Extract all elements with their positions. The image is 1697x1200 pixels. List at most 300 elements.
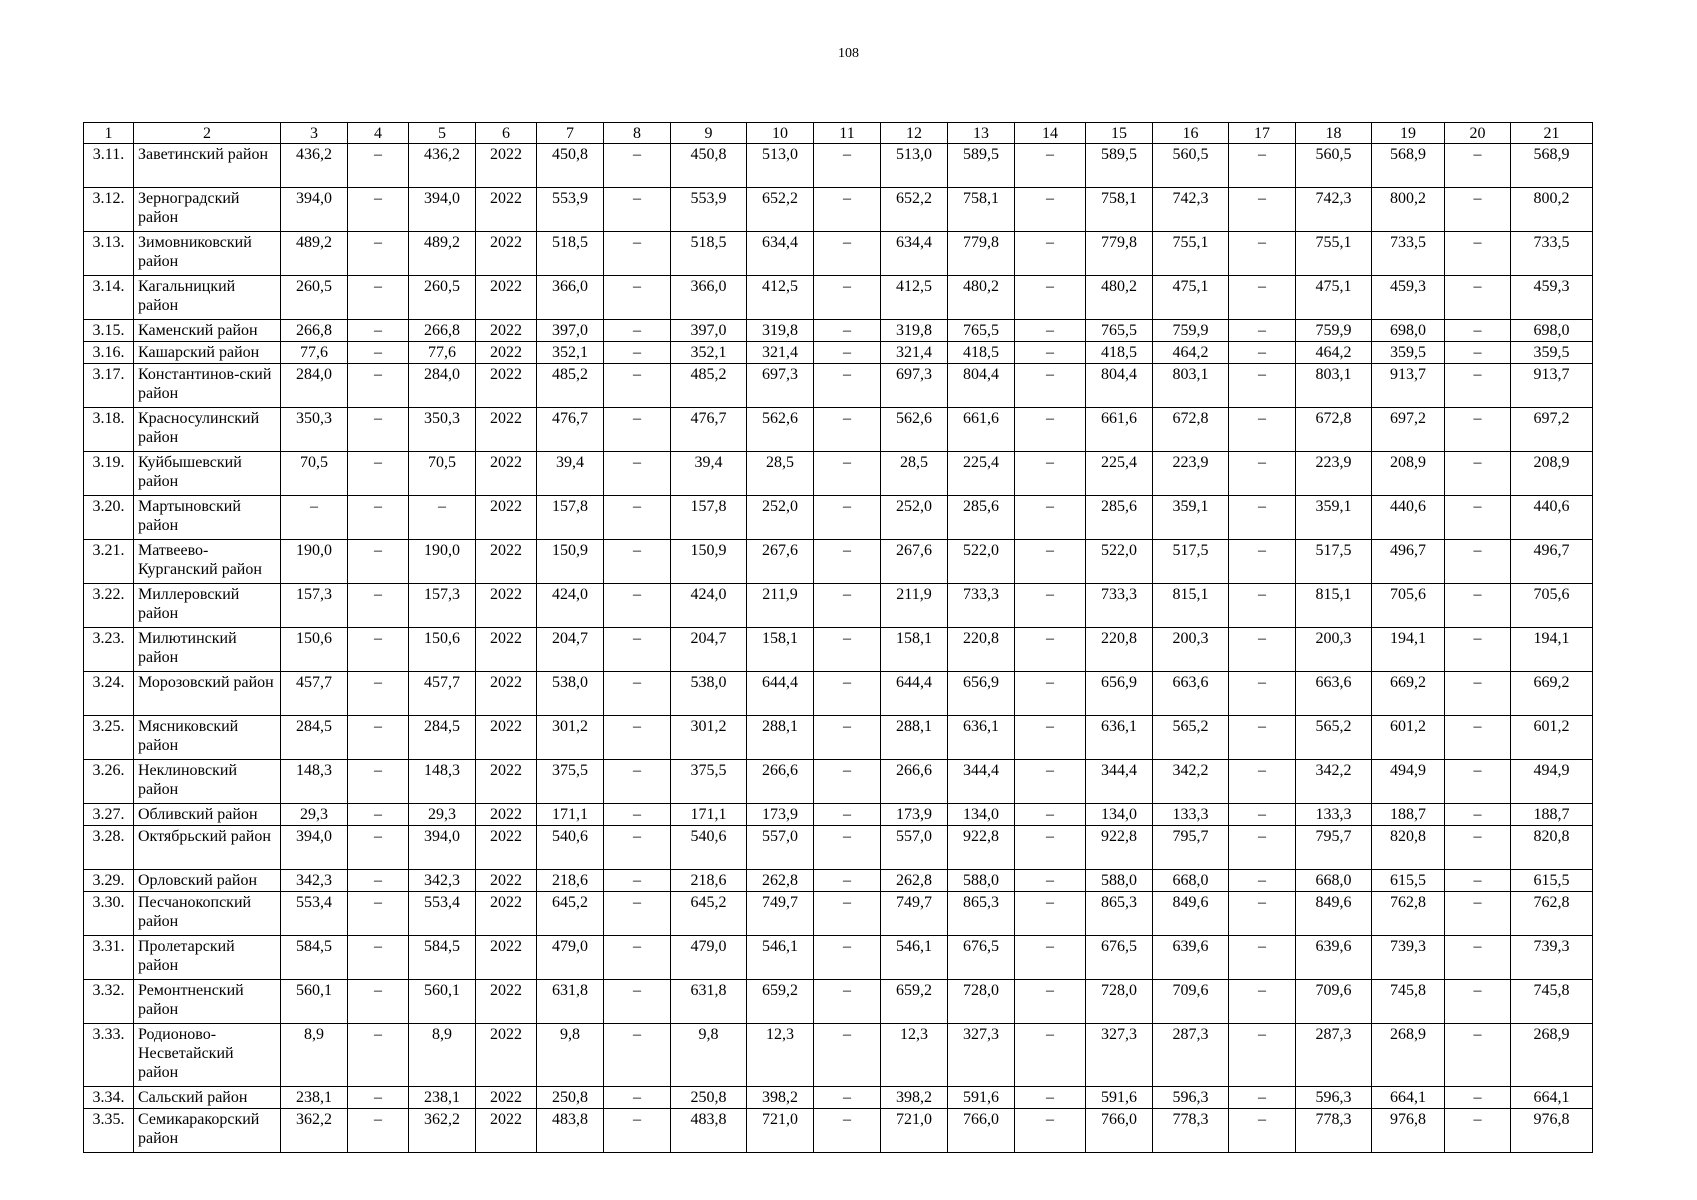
- page-number: 108: [838, 46, 859, 61]
- header-cell-col-12: 12: [881, 123, 948, 144]
- value-cell-col-15: 779,8: [1086, 232, 1153, 276]
- district-name-cell: Неклиновский район: [134, 760, 281, 804]
- value-cell-col-10: 12,3: [747, 1024, 814, 1087]
- header-cell-col-1: 1: [84, 123, 134, 144]
- value-cell-col-19: 762,8: [1372, 892, 1445, 936]
- value-cell-col-12: 288,1: [881, 716, 948, 760]
- value-cell-col-15: 591,6: [1086, 1087, 1153, 1109]
- value-cell-col-18: 342,2: [1296, 760, 1372, 804]
- value-cell-col-7: 476,7: [537, 408, 604, 452]
- value-cell-col-10: 546,1: [747, 936, 814, 980]
- value-cell-col-14: –: [1015, 584, 1086, 628]
- value-cell-col-14: –: [1015, 892, 1086, 936]
- value-cell-col-14: –: [1015, 672, 1086, 716]
- value-cell-col-15: 766,0: [1086, 1109, 1153, 1153]
- value-cell-col-14: –: [1015, 452, 1086, 496]
- value-cell-col-20: –: [1445, 870, 1511, 892]
- value-cell-col-19: 745,8: [1372, 980, 1445, 1024]
- value-cell-col-6: 2022: [476, 1109, 537, 1153]
- value-cell-col-11: –: [814, 232, 881, 276]
- value-cell-col-13: 661,6: [948, 408, 1015, 452]
- value-cell-col-5: 148,3: [409, 760, 476, 804]
- value-cell-col-3: 70,5: [281, 452, 348, 496]
- value-cell-col-17: –: [1229, 496, 1296, 540]
- value-cell-col-3: 553,4: [281, 892, 348, 936]
- value-cell-col-8: –: [604, 276, 671, 320]
- table-row: [84, 1087, 1593, 1109]
- header-cell-col-3: 3: [281, 123, 348, 144]
- value-cell-col-13: 522,0: [948, 540, 1015, 584]
- value-cell-col-20: –: [1445, 232, 1511, 276]
- value-cell-col-16: 639,6: [1153, 936, 1229, 980]
- row-number-cell: 3.13.: [84, 232, 134, 276]
- value-cell-col-17: –: [1229, 144, 1296, 188]
- value-cell-col-17: –: [1229, 980, 1296, 1024]
- value-cell-col-9: 553,9: [671, 188, 747, 232]
- value-cell-col-7: 518,5: [537, 232, 604, 276]
- value-cell-col-6: 2022: [476, 892, 537, 936]
- value-cell-col-11: –: [814, 452, 881, 496]
- value-cell-col-17: –: [1229, 232, 1296, 276]
- value-cell-col-15: 656,9: [1086, 672, 1153, 716]
- value-cell-col-7: 39,4: [537, 452, 604, 496]
- value-cell-col-15: 480,2: [1086, 276, 1153, 320]
- value-cell-col-18: 133,3: [1296, 804, 1372, 826]
- value-cell-col-12: 557,0: [881, 826, 948, 870]
- district-name-cell: Миллеровский район: [134, 584, 281, 628]
- value-cell-col-19: 568,9: [1372, 144, 1445, 188]
- district-name-cell: Обливский район: [134, 804, 281, 826]
- value-cell-col-18: 803,1: [1296, 364, 1372, 408]
- value-cell-col-6: 2022: [476, 276, 537, 320]
- value-cell-col-19: 440,6: [1372, 496, 1445, 540]
- value-cell-col-13: 733,3: [948, 584, 1015, 628]
- value-cell-col-21: 208,9: [1511, 452, 1593, 496]
- value-cell-col-20: –: [1445, 1024, 1511, 1087]
- district-name-cell: Зерноградский район: [134, 188, 281, 232]
- value-cell-col-16: 565,2: [1153, 716, 1229, 760]
- table-row: [84, 584, 1593, 628]
- value-cell-col-20: –: [1445, 452, 1511, 496]
- value-cell-col-18: 668,0: [1296, 870, 1372, 892]
- row-number-cell: 3.15.: [84, 320, 134, 342]
- value-cell-col-4: –: [348, 320, 409, 342]
- value-cell-col-5: 284,0: [409, 364, 476, 408]
- header-row: [84, 123, 1593, 144]
- value-cell-col-5: 77,6: [409, 342, 476, 364]
- value-cell-col-5: 394,0: [409, 826, 476, 870]
- value-cell-col-16: 596,3: [1153, 1087, 1229, 1109]
- value-cell-col-19: 733,5: [1372, 232, 1445, 276]
- value-cell-col-7: 157,8: [537, 496, 604, 540]
- header-cell-col-21: 21: [1511, 123, 1593, 144]
- value-cell-col-20: –: [1445, 936, 1511, 980]
- value-cell-col-10: 659,2: [747, 980, 814, 1024]
- value-cell-col-8: –: [604, 716, 671, 760]
- value-cell-col-18: 464,2: [1296, 342, 1372, 364]
- value-cell-col-14: –: [1015, 628, 1086, 672]
- value-cell-col-14: –: [1015, 408, 1086, 452]
- header-cell-col-18: 18: [1296, 123, 1372, 144]
- value-cell-col-11: –: [814, 276, 881, 320]
- value-cell-col-11: –: [814, 936, 881, 980]
- district-name-cell: Каменский район: [134, 320, 281, 342]
- row-number-cell: 3.16.: [84, 342, 134, 364]
- value-cell-col-6: 2022: [476, 760, 537, 804]
- value-cell-col-5: 560,1: [409, 980, 476, 1024]
- value-cell-col-11: –: [814, 1024, 881, 1087]
- value-cell-col-17: –: [1229, 584, 1296, 628]
- district-name-cell: Семикаракорский район: [134, 1109, 281, 1153]
- value-cell-col-20: –: [1445, 1109, 1511, 1153]
- value-cell-col-20: –: [1445, 804, 1511, 826]
- value-cell-col-4: –: [348, 276, 409, 320]
- value-cell-col-18: 560,5: [1296, 144, 1372, 188]
- table-row: [84, 870, 1593, 892]
- value-cell-col-9: 150,9: [671, 540, 747, 584]
- value-cell-col-14: –: [1015, 1024, 1086, 1087]
- header-cell-col-2: 2: [134, 123, 281, 144]
- table-row: [84, 320, 1593, 342]
- value-cell-col-10: 252,0: [747, 496, 814, 540]
- value-cell-col-8: –: [604, 232, 671, 276]
- value-cell-col-21: 697,2: [1511, 408, 1593, 452]
- value-cell-col-5: 489,2: [409, 232, 476, 276]
- value-cell-col-7: 150,9: [537, 540, 604, 584]
- value-cell-col-8: –: [604, 1109, 671, 1153]
- value-cell-col-21: 698,0: [1511, 320, 1593, 342]
- header-cell-col-11: 11: [814, 123, 881, 144]
- row-number-cell: 3.34.: [84, 1087, 134, 1109]
- value-cell-col-3: 436,2: [281, 144, 348, 188]
- value-cell-col-19: 194,1: [1372, 628, 1445, 672]
- value-cell-col-9: 424,0: [671, 584, 747, 628]
- value-cell-col-11: –: [814, 870, 881, 892]
- value-cell-col-4: –: [348, 342, 409, 364]
- value-cell-col-4: –: [348, 892, 409, 936]
- table-row: [84, 188, 1593, 232]
- value-cell-col-7: 301,2: [537, 716, 604, 760]
- value-cell-col-8: –: [604, 364, 671, 408]
- value-cell-col-12: 267,6: [881, 540, 948, 584]
- value-cell-col-21: 188,7: [1511, 804, 1593, 826]
- value-cell-col-13: 656,9: [948, 672, 1015, 716]
- value-cell-col-11: –: [814, 364, 881, 408]
- district-name-cell: Константинов-ский район: [134, 364, 281, 408]
- value-cell-col-6: 2022: [476, 342, 537, 364]
- value-cell-col-12: 652,2: [881, 188, 948, 232]
- data-table: [83, 122, 1593, 1153]
- value-cell-col-7: 250,8: [537, 1087, 604, 1109]
- value-cell-col-21: 568,9: [1511, 144, 1593, 188]
- value-cell-col-15: 522,0: [1086, 540, 1153, 584]
- value-cell-col-8: –: [604, 672, 671, 716]
- value-cell-col-8: –: [604, 1087, 671, 1109]
- value-cell-col-8: –: [604, 188, 671, 232]
- value-cell-col-21: 194,1: [1511, 628, 1593, 672]
- value-cell-col-15: 922,8: [1086, 826, 1153, 870]
- district-name-cell: Мартыновский район: [134, 496, 281, 540]
- value-cell-col-12: 266,6: [881, 760, 948, 804]
- row-number-cell: 3.17.: [84, 364, 134, 408]
- value-cell-col-9: 157,8: [671, 496, 747, 540]
- value-cell-col-10: 513,0: [747, 144, 814, 188]
- value-cell-col-21: 762,8: [1511, 892, 1593, 936]
- value-cell-col-9: 352,1: [671, 342, 747, 364]
- value-cell-col-21: 615,5: [1511, 870, 1593, 892]
- value-cell-col-20: –: [1445, 1087, 1511, 1109]
- value-cell-col-3: 350,3: [281, 408, 348, 452]
- value-cell-col-18: 815,1: [1296, 584, 1372, 628]
- value-cell-col-3: 457,7: [281, 672, 348, 716]
- value-cell-col-21: 601,2: [1511, 716, 1593, 760]
- value-cell-col-21: 913,7: [1511, 364, 1593, 408]
- value-cell-col-13: 922,8: [948, 826, 1015, 870]
- header-cell-col-17: 17: [1229, 123, 1296, 144]
- district-name-cell: Куйбышевский район: [134, 452, 281, 496]
- value-cell-col-10: 173,9: [747, 804, 814, 826]
- district-name-cell: Красносулинский район: [134, 408, 281, 452]
- value-cell-col-6: 2022: [476, 408, 537, 452]
- table-row: [84, 936, 1593, 980]
- value-cell-col-4: –: [348, 452, 409, 496]
- value-cell-col-6: 2022: [476, 540, 537, 584]
- value-cell-col-17: –: [1229, 672, 1296, 716]
- table-row: [84, 496, 1593, 540]
- value-cell-col-17: –: [1229, 716, 1296, 760]
- value-cell-col-3: 584,5: [281, 936, 348, 980]
- value-cell-col-8: –: [604, 496, 671, 540]
- value-cell-col-7: 631,8: [537, 980, 604, 1024]
- value-cell-col-4: –: [348, 1087, 409, 1109]
- value-cell-col-13: 765,5: [948, 320, 1015, 342]
- value-cell-col-4: –: [348, 496, 409, 540]
- value-cell-col-15: 765,5: [1086, 320, 1153, 342]
- value-cell-col-20: –: [1445, 980, 1511, 1024]
- value-cell-col-8: –: [604, 342, 671, 364]
- value-cell-col-13: 285,6: [948, 496, 1015, 540]
- value-cell-col-16: 759,9: [1153, 320, 1229, 342]
- value-cell-col-16: 742,3: [1153, 188, 1229, 232]
- value-cell-col-10: 321,4: [747, 342, 814, 364]
- table-row: [84, 760, 1593, 804]
- row-number-cell: 3.27.: [84, 804, 134, 826]
- value-cell-col-16: 849,6: [1153, 892, 1229, 936]
- value-cell-col-15: 418,5: [1086, 342, 1153, 364]
- value-cell-col-6: 2022: [476, 672, 537, 716]
- value-cell-col-5: 284,5: [409, 716, 476, 760]
- value-cell-col-19: 705,6: [1372, 584, 1445, 628]
- value-cell-col-9: 485,2: [671, 364, 747, 408]
- value-cell-col-3: 284,0: [281, 364, 348, 408]
- value-cell-col-14: –: [1015, 320, 1086, 342]
- row-number-cell: 3.22.: [84, 584, 134, 628]
- value-cell-col-17: –: [1229, 276, 1296, 320]
- value-cell-col-8: –: [604, 628, 671, 672]
- value-cell-col-3: 342,3: [281, 870, 348, 892]
- value-cell-col-16: 287,3: [1153, 1024, 1229, 1087]
- table-row: [84, 826, 1593, 870]
- value-cell-col-15: 661,6: [1086, 408, 1153, 452]
- value-cell-col-7: 397,0: [537, 320, 604, 342]
- value-cell-col-19: 669,2: [1372, 672, 1445, 716]
- value-cell-col-16: 517,5: [1153, 540, 1229, 584]
- value-cell-col-16: 359,1: [1153, 496, 1229, 540]
- value-cell-col-21: 739,3: [1511, 936, 1593, 980]
- value-cell-col-16: 668,0: [1153, 870, 1229, 892]
- value-cell-col-14: –: [1015, 1087, 1086, 1109]
- header-cell-col-16: 16: [1153, 123, 1229, 144]
- value-cell-col-5: 150,6: [409, 628, 476, 672]
- value-cell-col-9: 250,8: [671, 1087, 747, 1109]
- value-cell-col-21: 705,6: [1511, 584, 1593, 628]
- value-cell-col-14: –: [1015, 188, 1086, 232]
- value-cell-col-7: 483,8: [537, 1109, 604, 1153]
- value-cell-col-7: 9,8: [537, 1024, 604, 1087]
- value-cell-col-19: 494,9: [1372, 760, 1445, 804]
- value-cell-col-10: 266,6: [747, 760, 814, 804]
- value-cell-col-19: 188,7: [1372, 804, 1445, 826]
- value-cell-col-13: 588,0: [948, 870, 1015, 892]
- value-cell-col-16: 778,3: [1153, 1109, 1229, 1153]
- value-cell-col-10: 28,5: [747, 452, 814, 496]
- value-cell-col-19: 615,5: [1372, 870, 1445, 892]
- table-row: [84, 980, 1593, 1024]
- value-cell-col-6: 2022: [476, 144, 537, 188]
- value-cell-col-12: 12,3: [881, 1024, 948, 1087]
- value-cell-col-11: –: [814, 804, 881, 826]
- table-row: [84, 408, 1593, 452]
- value-cell-col-7: 553,9: [537, 188, 604, 232]
- district-name-cell: Морозовский район: [134, 672, 281, 716]
- value-cell-col-15: 285,6: [1086, 496, 1153, 540]
- header-cell-col-19: 19: [1372, 123, 1445, 144]
- value-cell-col-12: 546,1: [881, 936, 948, 980]
- row-number-cell: 3.21.: [84, 540, 134, 584]
- value-cell-col-13: 591,6: [948, 1087, 1015, 1109]
- value-cell-col-18: 287,3: [1296, 1024, 1372, 1087]
- value-cell-col-5: –: [409, 496, 476, 540]
- value-cell-col-5: 436,2: [409, 144, 476, 188]
- table-row: [84, 628, 1593, 672]
- value-cell-col-9: 39,4: [671, 452, 747, 496]
- table-row: [84, 452, 1593, 496]
- value-cell-col-17: –: [1229, 826, 1296, 870]
- value-cell-col-9: 483,8: [671, 1109, 747, 1153]
- value-cell-col-8: –: [604, 980, 671, 1024]
- value-cell-col-12: 252,0: [881, 496, 948, 540]
- value-cell-col-3: 394,0: [281, 826, 348, 870]
- value-cell-col-15: 758,1: [1086, 188, 1153, 232]
- value-cell-col-13: 134,0: [948, 804, 1015, 826]
- value-cell-col-21: 733,5: [1511, 232, 1593, 276]
- value-cell-col-14: –: [1015, 716, 1086, 760]
- value-cell-col-17: –: [1229, 1087, 1296, 1109]
- value-cell-col-14: –: [1015, 760, 1086, 804]
- value-cell-col-7: 424,0: [537, 584, 604, 628]
- value-cell-col-10: 398,2: [747, 1087, 814, 1109]
- value-cell-col-17: –: [1229, 760, 1296, 804]
- district-name-cell: Родионово-Несветайский район: [134, 1024, 281, 1087]
- value-cell-col-3: –: [281, 496, 348, 540]
- value-cell-col-9: 476,7: [671, 408, 747, 452]
- value-cell-col-5: 260,5: [409, 276, 476, 320]
- value-cell-col-21: 664,1: [1511, 1087, 1593, 1109]
- value-cell-col-8: –: [604, 584, 671, 628]
- value-cell-col-20: –: [1445, 716, 1511, 760]
- value-cell-col-11: –: [814, 584, 881, 628]
- table-row: [84, 276, 1593, 320]
- row-number-cell: 3.26.: [84, 760, 134, 804]
- value-cell-col-3: 8,9: [281, 1024, 348, 1087]
- row-number-cell: 3.29.: [84, 870, 134, 892]
- row-number-cell: 3.20.: [84, 496, 134, 540]
- value-cell-col-12: 262,8: [881, 870, 948, 892]
- value-cell-col-10: 562,6: [747, 408, 814, 452]
- value-cell-col-18: 755,1: [1296, 232, 1372, 276]
- value-cell-col-14: –: [1015, 936, 1086, 980]
- value-cell-col-13: 779,8: [948, 232, 1015, 276]
- value-cell-col-15: 676,5: [1086, 936, 1153, 980]
- value-cell-col-20: –: [1445, 826, 1511, 870]
- value-cell-col-8: –: [604, 870, 671, 892]
- value-cell-col-19: 976,8: [1372, 1109, 1445, 1153]
- row-number-cell: 3.14.: [84, 276, 134, 320]
- value-cell-col-10: 158,1: [747, 628, 814, 672]
- district-name-cell: Сальский район: [134, 1087, 281, 1109]
- value-cell-col-4: –: [348, 804, 409, 826]
- value-cell-col-18: 475,1: [1296, 276, 1372, 320]
- row-number-cell: 3.35.: [84, 1109, 134, 1153]
- value-cell-col-12: 513,0: [881, 144, 948, 188]
- row-number-cell: 3.33.: [84, 1024, 134, 1087]
- row-number-cell: 3.32.: [84, 980, 134, 1024]
- table-row: [84, 342, 1593, 364]
- value-cell-col-18: 200,3: [1296, 628, 1372, 672]
- value-cell-col-14: –: [1015, 364, 1086, 408]
- value-cell-col-20: –: [1445, 364, 1511, 408]
- table-row: [84, 540, 1593, 584]
- district-name-cell: Пролетарский район: [134, 936, 281, 980]
- value-cell-col-12: 697,3: [881, 364, 948, 408]
- value-cell-col-9: 9,8: [671, 1024, 747, 1087]
- header-cell-col-20: 20: [1445, 123, 1511, 144]
- district-name-cell: Зимовниковский район: [134, 232, 281, 276]
- value-cell-col-5: 362,2: [409, 1109, 476, 1153]
- value-cell-col-16: 560,5: [1153, 144, 1229, 188]
- table-row: [84, 1024, 1593, 1087]
- value-cell-col-10: 267,6: [747, 540, 814, 584]
- value-cell-col-5: 238,1: [409, 1087, 476, 1109]
- value-cell-col-21: 745,8: [1511, 980, 1593, 1024]
- row-number-cell: 3.25.: [84, 716, 134, 760]
- value-cell-col-4: –: [348, 584, 409, 628]
- value-cell-col-11: –: [814, 342, 881, 364]
- value-cell-col-16: 755,1: [1153, 232, 1229, 276]
- table-row: [84, 672, 1593, 716]
- value-cell-col-17: –: [1229, 804, 1296, 826]
- row-number-cell: 3.24.: [84, 672, 134, 716]
- value-cell-col-11: –: [814, 1087, 881, 1109]
- value-cell-col-10: 288,1: [747, 716, 814, 760]
- value-cell-col-11: –: [814, 980, 881, 1024]
- value-cell-col-13: 418,5: [948, 342, 1015, 364]
- value-cell-col-12: 211,9: [881, 584, 948, 628]
- value-cell-col-12: 562,6: [881, 408, 948, 452]
- value-cell-col-12: 158,1: [881, 628, 948, 672]
- value-cell-col-8: –: [604, 320, 671, 342]
- value-cell-col-11: –: [814, 892, 881, 936]
